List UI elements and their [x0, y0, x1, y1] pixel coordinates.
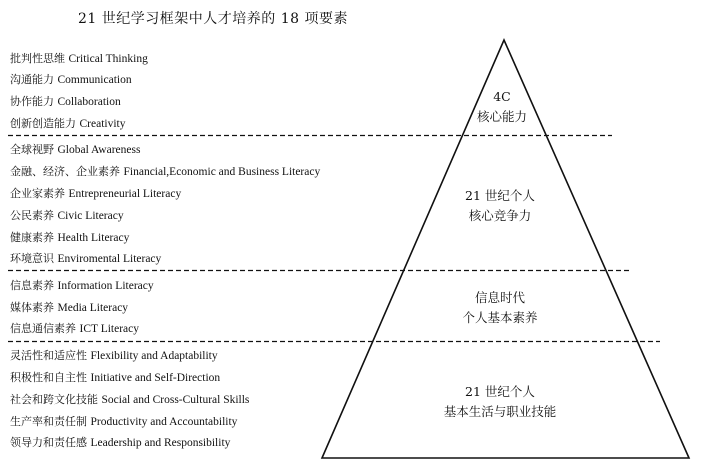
tier-label-line: 信息时代: [474, 290, 525, 305]
list-item: [10, 252, 161, 266]
list-item: [10, 73, 132, 87]
item-en: Creativity: [79, 118, 126, 130]
tier-label-line: 核心竞争力: [468, 208, 532, 223]
list-item: [10, 436, 230, 450]
item-zh: 创新创造能力: [10, 117, 76, 130]
item-zh: 协作能力: [10, 95, 54, 108]
item-zh: 灵活性和适应性: [10, 349, 87, 362]
item-en: Financial,Economic and Business Literacy: [123, 166, 321, 178]
item-zh: 公民素养: [10, 209, 54, 222]
tier-label-information-age: [430, 288, 570, 328]
item-zh: 健康素养: [10, 231, 54, 244]
tier-label-line: 21 世纪个人: [465, 384, 535, 399]
item-zh: 沟通能力: [10, 73, 54, 86]
tier-label-line: 核心能力: [476, 109, 527, 124]
list-item: [10, 117, 126, 131]
list-item: [10, 393, 249, 407]
item-en: Critical Thinking: [68, 53, 148, 65]
list-item: [10, 209, 124, 223]
item-zh: 全球视野: [10, 143, 54, 156]
item-zh: 金融、经济、企业素养: [10, 165, 120, 178]
item-zh: 领导力和责任感: [10, 436, 87, 449]
item-en: Entrepreneurial Literacy: [68, 188, 182, 200]
tier-label-line: 4C: [493, 89, 511, 104]
item-zh: 企业家素养: [10, 187, 65, 200]
item-zh: 积极性和自主性: [10, 371, 87, 384]
item-zh: 生产率和责任制: [10, 415, 87, 428]
item-en: Enviromental Literacy: [57, 253, 162, 265]
item-en: ICT Literacy: [79, 323, 139, 335]
item-en: Information Literacy: [57, 280, 154, 292]
item-en: Media Literacy: [57, 302, 129, 314]
list-item: [10, 95, 121, 109]
item-en: Communication: [57, 74, 132, 86]
item-zh: 环境意识: [10, 252, 54, 265]
item-en: Civic Literacy: [57, 210, 124, 222]
tier-label-4c: [432, 87, 572, 127]
list-item: [10, 165, 320, 179]
item-en: Leadership and Responsibility: [90, 437, 231, 449]
item-zh: 信息通信素养: [10, 322, 76, 335]
list-item: [10, 301, 128, 315]
item-en: Flexibility and Adaptability: [90, 350, 218, 362]
item-zh: 媒体素养: [10, 301, 54, 314]
list-item: [10, 349, 218, 363]
list-item: [10, 52, 148, 66]
item-en: Productivity and Accountability: [90, 416, 238, 428]
tier-label-core-competence: [430, 186, 570, 226]
list-item: [10, 187, 181, 201]
list-item: [10, 371, 220, 385]
diagram-title: 21 世纪学习框架中人才培养的 18 项要素: [78, 11, 348, 27]
item-zh: 批判性思维: [10, 52, 65, 65]
item-zh: 社会和跨文化技能: [10, 393, 98, 406]
item-en: Initiative and Self-Direction: [90, 372, 221, 384]
item-zh: 信息素养: [10, 279, 54, 292]
item-en: Health Literacy: [57, 232, 130, 244]
item-en: Global Awareness: [57, 144, 141, 156]
tier-label-line: 基本生活与职业技能: [443, 404, 557, 419]
list-item: [10, 143, 140, 157]
item-en: Social and Cross-Cultural Skills: [101, 394, 250, 406]
tier-label-line: 个人基本素养: [462, 310, 538, 325]
tier-label-line: 21 世纪个人: [465, 188, 535, 203]
list-item: [10, 415, 237, 429]
item-en: Collaboration: [57, 96, 121, 108]
list-item: [10, 279, 154, 293]
list-item: [10, 322, 139, 336]
list-item: [10, 231, 129, 245]
tier-label-life-career-skills: [430, 382, 570, 422]
